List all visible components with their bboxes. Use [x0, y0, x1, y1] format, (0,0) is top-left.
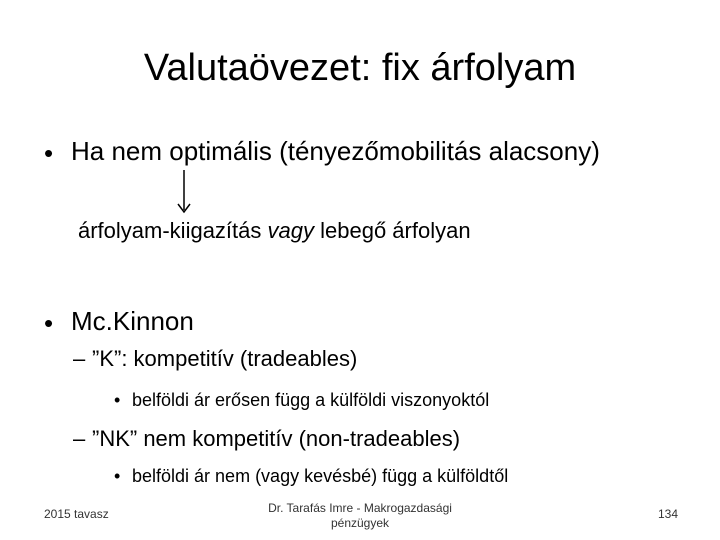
- bullet-mckinnon-text: Mc.Kinnon: [71, 306, 194, 336]
- down-arrow-icon: [172, 168, 196, 216]
- dot-bullet-nk-detail: •: [114, 466, 121, 486]
- sub-bullet-nk-text: ”NK” nem kompetitív (non-tradeables): [92, 426, 461, 451]
- footer-date: 2015 tavasz: [44, 507, 109, 521]
- consequence-italic-or: vagy: [267, 218, 314, 243]
- k-detail-text: belföldi ár erősen függ a külföldi viszonyoktól: [132, 390, 490, 410]
- dash-bullet-k: –: [73, 346, 86, 371]
- bullet-optimal-text: Ha nem optimális (tényezőmobilitás alacsony): [71, 136, 600, 166]
- slide-title: Valutaövezet: fix árfolyam: [143, 47, 577, 89]
- page-number: 134: [657, 507, 678, 521]
- consequence-text-2: lebegő árfolyan: [314, 218, 471, 243]
- bullet-optimal-consequence: [78, 218, 471, 244]
- dot-bullet-k-detail: •: [114, 390, 121, 410]
- bullet-dot-2: •: [44, 308, 54, 338]
- footer-author: Dr. Tarafás Imre - Makrogazdasági pénzügyek: [268, 501, 452, 530]
- bullet-dot-1: •: [44, 138, 54, 168]
- dash-bullet-nk: –: [73, 426, 86, 451]
- consequence-text-1: árfolyam-kiigazítás: [78, 218, 268, 243]
- nk-detail-text: belföldi ár nem (vagy kevésbé) függ a külföldtől: [132, 466, 509, 486]
- sub-bullet-k-text: ”K”: kompetitív (tradeables): [92, 346, 358, 371]
